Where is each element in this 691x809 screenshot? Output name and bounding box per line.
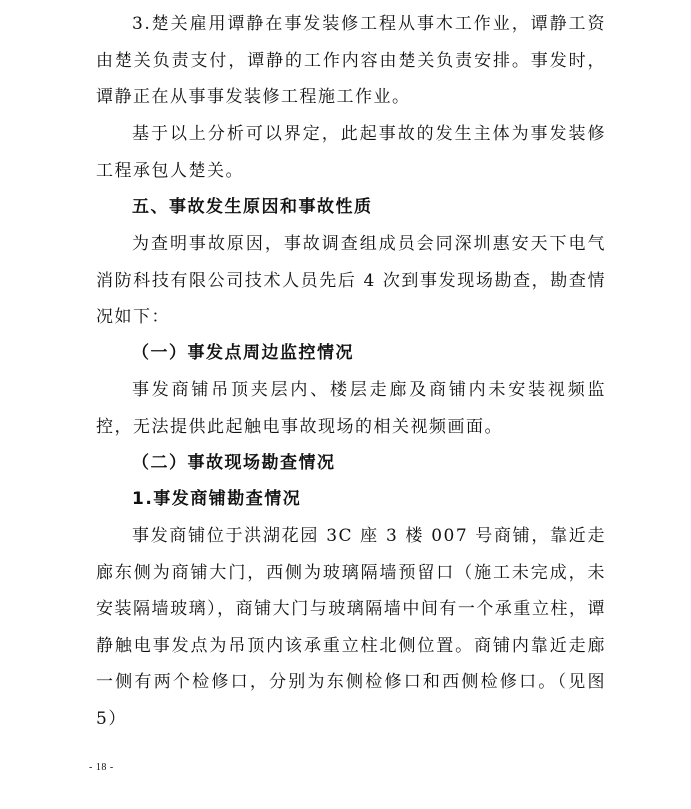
paragraph-shop-survey: 事发商铺位于洪湖花园 3C 座 3 楼 007 号商铺，靠近走廊东侧为商铺大门，西侧为玻璃隔墙预留口（施工未完成，未安装隔墙玻璃），商铺大门与玻璃隔墙中间有一个承重立柱，谭静触电事发点为吊顶内该承重立柱北侧位置。商铺内靠近走廊一侧有两个检修口，分别为东侧检修口和西侧检修口。（见图 5） — [96, 526, 606, 729]
subheading-surveillance: （一）事发点周边监控情况 — [132, 343, 354, 363]
paragraph-responsible-subject: 基于以上分析可以界定，此起事故的发生主体为事发装修工程承包人楚关。 — [96, 124, 606, 181]
paragraph-surveillance: 事发商铺吊顶夹层内、楼层走廊及商铺内未安装视频监控，无法提供此起触电事故现场的相关视频画面。 — [96, 380, 606, 437]
subheading-site-survey: （二）事故现场勘查情况 — [132, 453, 336, 473]
section-heading-causes-nature: 五、事故发生原因和事故性质 — [132, 197, 373, 217]
paragraph-employment-relation: 3.楚关雇用谭静在事发装修工程从事木工作业，谭静工资由楚关负责支付，谭静的工作内容由楚关负责安排。事发时，谭静正在从事事发装修工程施工作业。 — [96, 14, 606, 107]
page-number: - 18 - — [89, 762, 114, 773]
subheading-shop-survey: 1.事发商铺勘查情况 — [132, 489, 302, 509]
paragraph-investigation-intro: 为查明事故原因，事故调查组成员会同深圳惠安天下电气消防科技有限公司技术人员先后 4 次到事发现场勘查，勘查情况如下： — [96, 234, 606, 327]
